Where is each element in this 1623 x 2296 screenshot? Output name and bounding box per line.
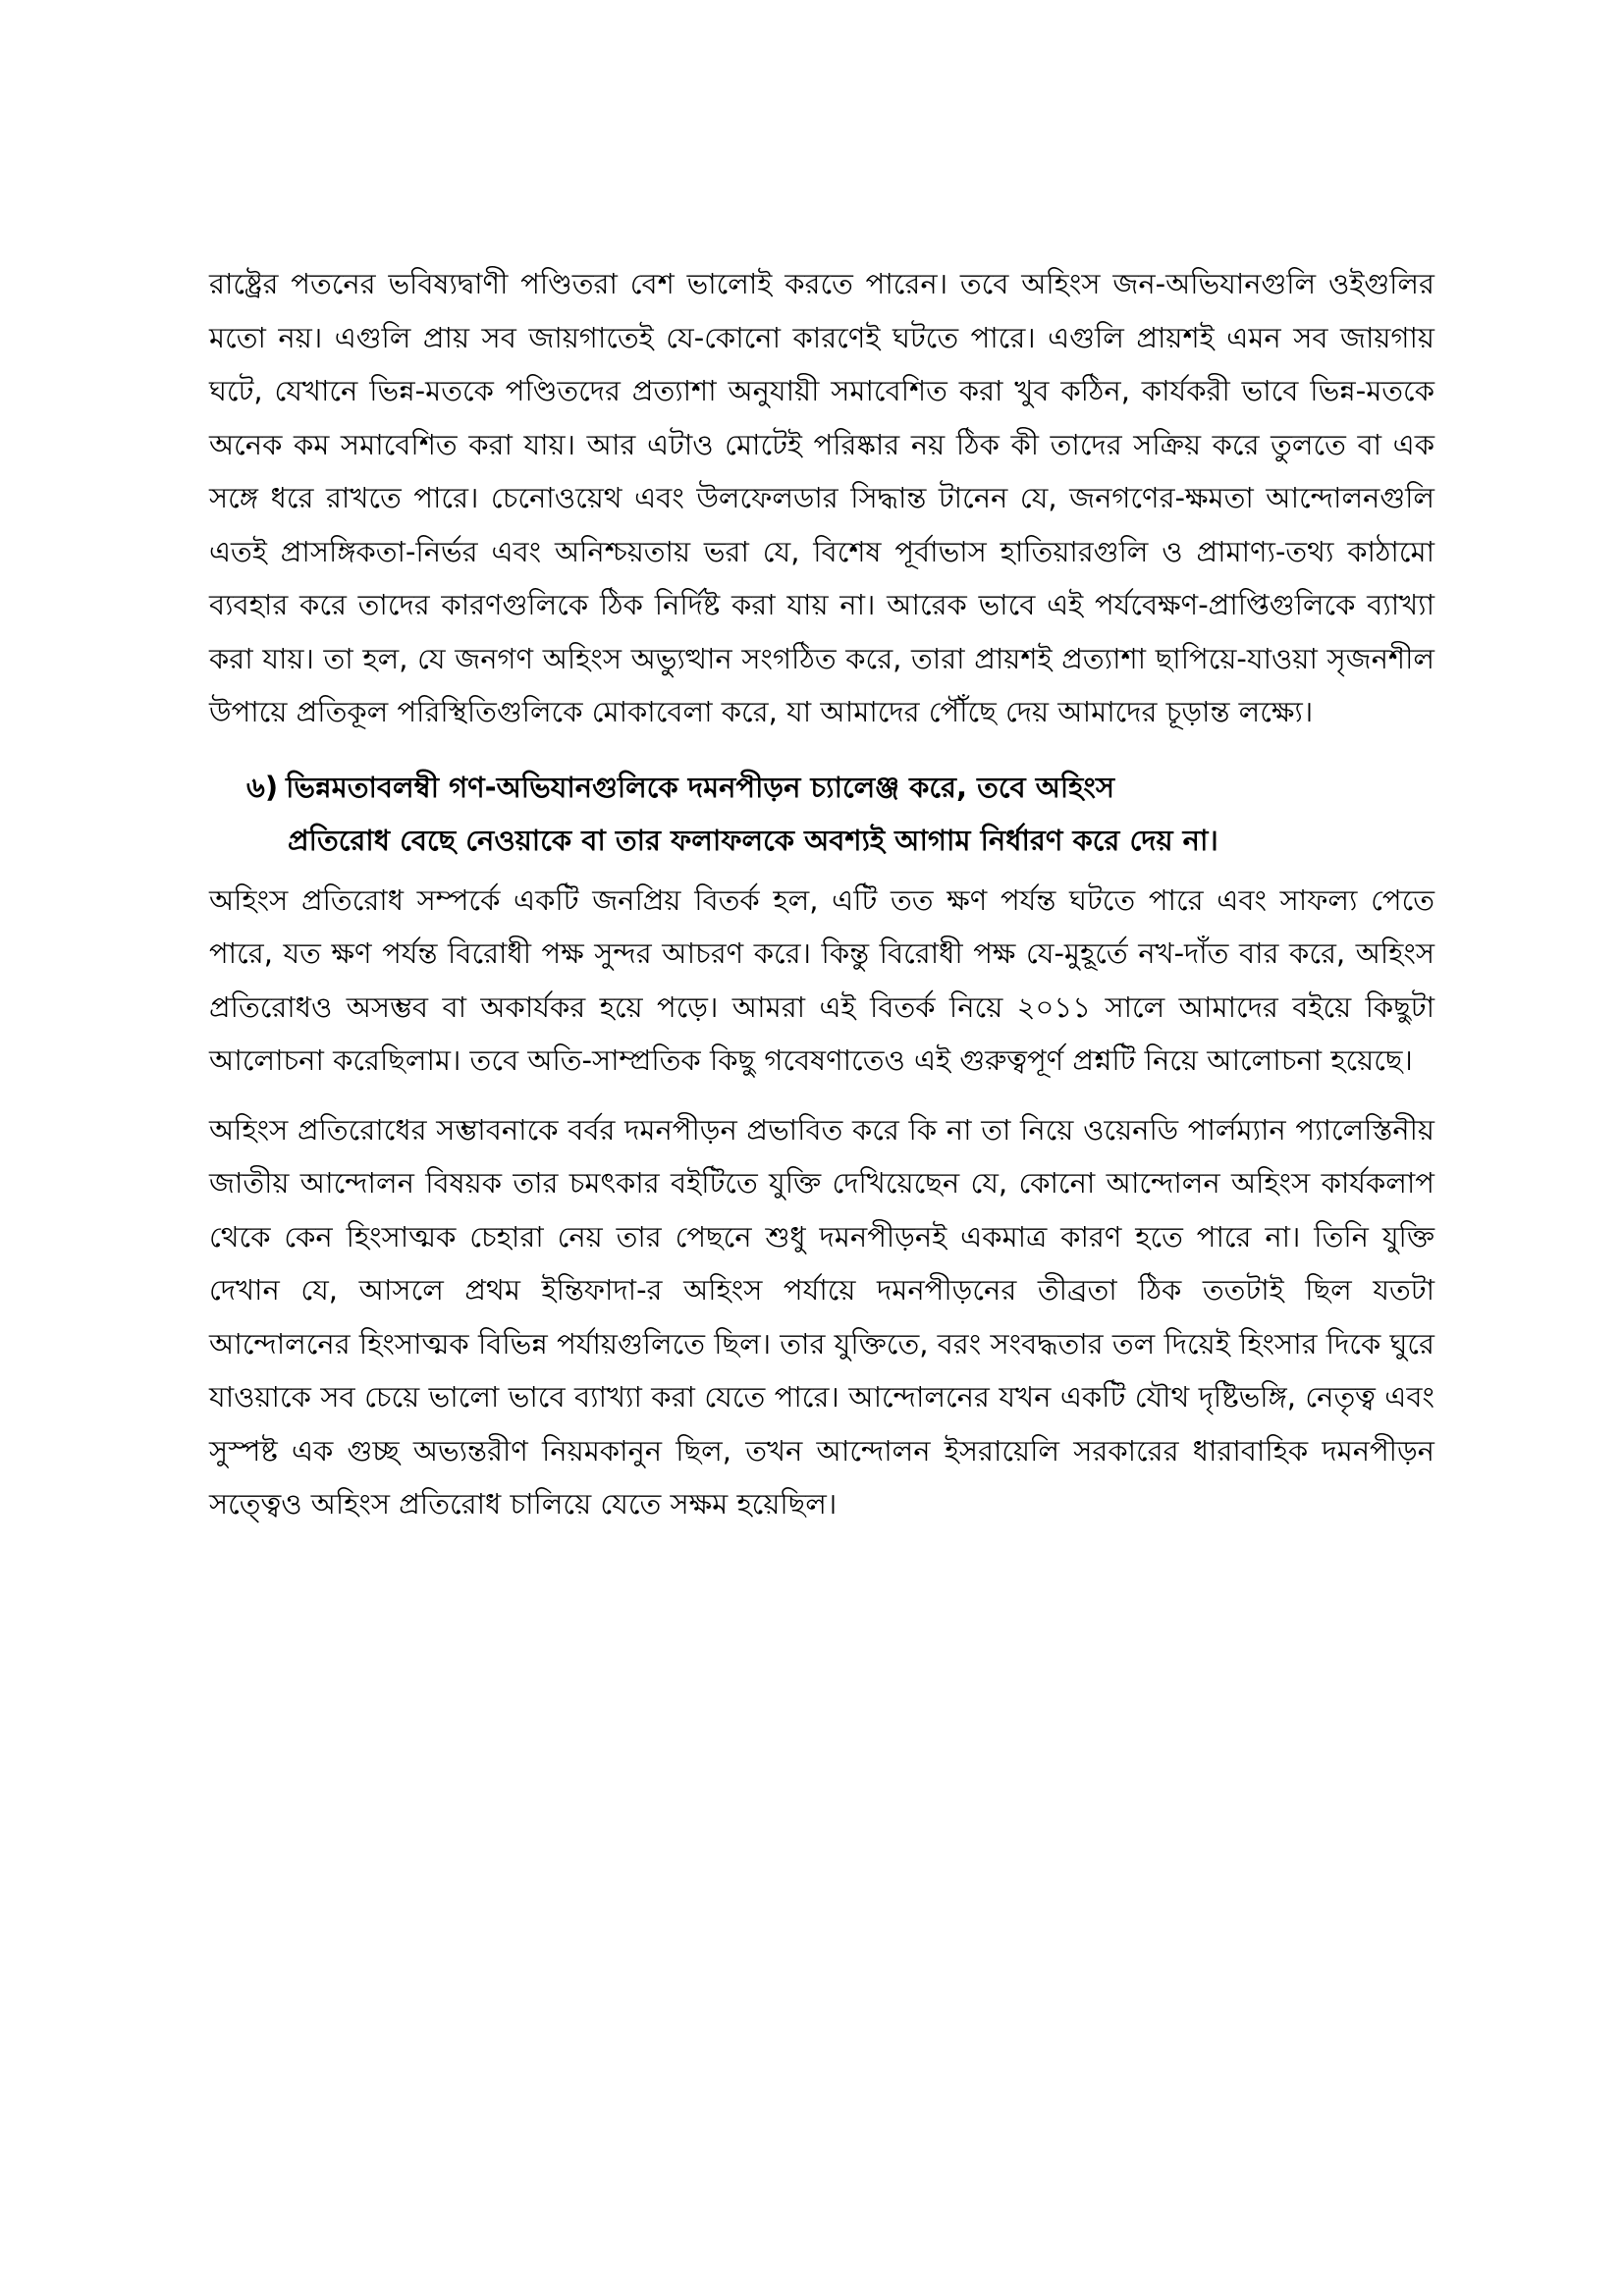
body-paragraph: অহিংস প্রতিরোধ সম্পর্কে একটি জনপ্রিয় বিতর্ক হল, এটি তত ক্ষণ পর্যন্ত ঘটতে পারে এবং সাফল্য পেতে পারে, যত ক্ষণ পর্যন্ত বিরোধী পক্ষ সুন্দর আচরণ করে। কিন্তু বিরোধী পক্ষ যে-মুহূর্তে নখ-দাঁত বার করে, অহিংস প্রতিরোধও অসম্ভব বা অকার্যকর হয়ে পড়ে। আমরা এই বিতর্ক নিয়ে ২০১১ সালে আমাদের বইয়ে কিছুটা আলোচনা করেছিলাম। তবে অতি-সাম্প্রতিক কিছু গবেষণাতেও এই গুরুত্বপূর্ণ প্রশ্নটি নিয়ে আলোচনা হয়েছে। xyxy=(209,882,1434,1077)
body-paragraph: রাষ্ট্রের পতনের ভবিষ্যদ্বাণী পণ্ডিতরা বেশ ভালোই করতে পারেন। তবে অহিংস জন-অভিযানগুলি ওইগুলির মতো নয়। এগুলি প্রায় সব জায়গাতেই যে-কোনো কারণেই ঘটতে পারে। এগুলি প্রায়শই এমন সব জায়গায় ঘটে, যেখানে ভিন্ন-মতকে পণ্ডিতদের প্রত্যাশা অনুযায়ী সমাবেশিত করা খুব কঠিন, কার্যকরী ভাবে ভিন্ন-মতকে অনেক কম সমাবেশিত করা যায়। আর এটাও মোটেই পরিষ্কার নয় ঠিক কী তাদের সক্রিয় করে তুলতে বা এক সঙ্গে ধরে রাখতে পারে। চেনোওয়েথ এবং উলফেলডার সিদ্ধান্ত টানেন যে, জনগণের-ক্ষমতা আন্দোলনগুলি এতই প্রাসঙ্গিকতা-নির্ভর এবং অনিশ্চয়তায় ভরা যে, বিশেষ পূর্বাভাস হাতিয়ারগুলি ও প্রামাণ্য-তথ্য কাঠামো ব্যবহার করে তাদের কারণগুলিকে ঠিক নির্দিষ্ট করা যায় না। আরেক ভাবে এই পর্যবেক্ষণ-প্রাপ্তিগুলিকে ব্যাখ্যা করা যায়। তা হল, যে জনগণ অহিংস অভ্যুত্থান সংগঠিত করে, তারা প্রায়শই প্রত্যাশা ছাপিয়ে-যাওয়া সৃজনশীল উপায়ে প্রতিকূল পরিস্থিতিগুলিকে মোকাবেলা করে, যা আমাদের পৌঁছে দেয় আমাদের চূড়ান্ত লক্ষ্যে। xyxy=(209,267,1434,728)
document-page xyxy=(209,257,1434,1531)
section-heading-line-1 xyxy=(209,761,1434,815)
section-number: ৬) xyxy=(246,770,279,804)
body-paragraph: অহিংস প্রতিরোধের সম্ভাবনাকে বর্বর দমনপীড়ন প্রভাবিত করে কি না তা নিয়ে ওয়েনডি পার্লম্যান প্যালেস্তিনীয় জাতীয় আন্দোলন বিষয়ক তার চমৎকার বইটিতে যুক্তি দেখিয়েছেন যে, কোনো আন্দোলন অহিংস কার্যকলাপ থেকে কেন হিংসাত্মক চেহারা নেয় তার পেছনে শুধু দমনপীড়নই একমাত্র কারণ হতে পারে না। তিনি যুক্তি দেখান যে, আসলে প্রথম ইন্তিফাদা-র অহিংস পর্যায়ে দমনপীড়নের তীব্রতা ঠিক ততটাই ছিল যতটা আন্দোলনের হিংসাত্মক বিভিন্ন পর্যায়গুলিতে ছিল। তার যুক্তিতে, বরং সংবদ্ধতার তল দিয়েই হিংসার দিকে ঘুরে যাওয়াকে সব চেয়ে ভালো ভাবে ব্যাখ্যা করা যেতে পারে। আন্দোলনের যখন একটি যৌথ দৃষ্টিভঙ্গি, নেতৃত্ব এবং সুস্পষ্ট এক গুচ্ছ অভ্যন্তরীণ নিয়মকানুন ছিল, তখন আন্দোলন ইসরায়েলি সরকারের ধারাবাহিক দমনপীড়ন সত্ত্বেও অহিংস প্রতিরোধ চালিয়ে যেতে সক্ষম হয়েছিল। xyxy=(209,1112,1434,1521)
section-heading xyxy=(209,761,1434,868)
section-heading-text-1: ভিন্নমতাবলম্বী গণ-অভিযানগুলিকে দমনপীড়ন চ্যালেঞ্জ করে, তবে অহিংস xyxy=(286,770,1115,804)
section-heading-line-2: প্রতিরোধ বেছে নেওয়াকে বা তার ফলাফলকে অবশ্যই আগাম নির্ধারণ করে দেয় না। xyxy=(288,824,1218,857)
